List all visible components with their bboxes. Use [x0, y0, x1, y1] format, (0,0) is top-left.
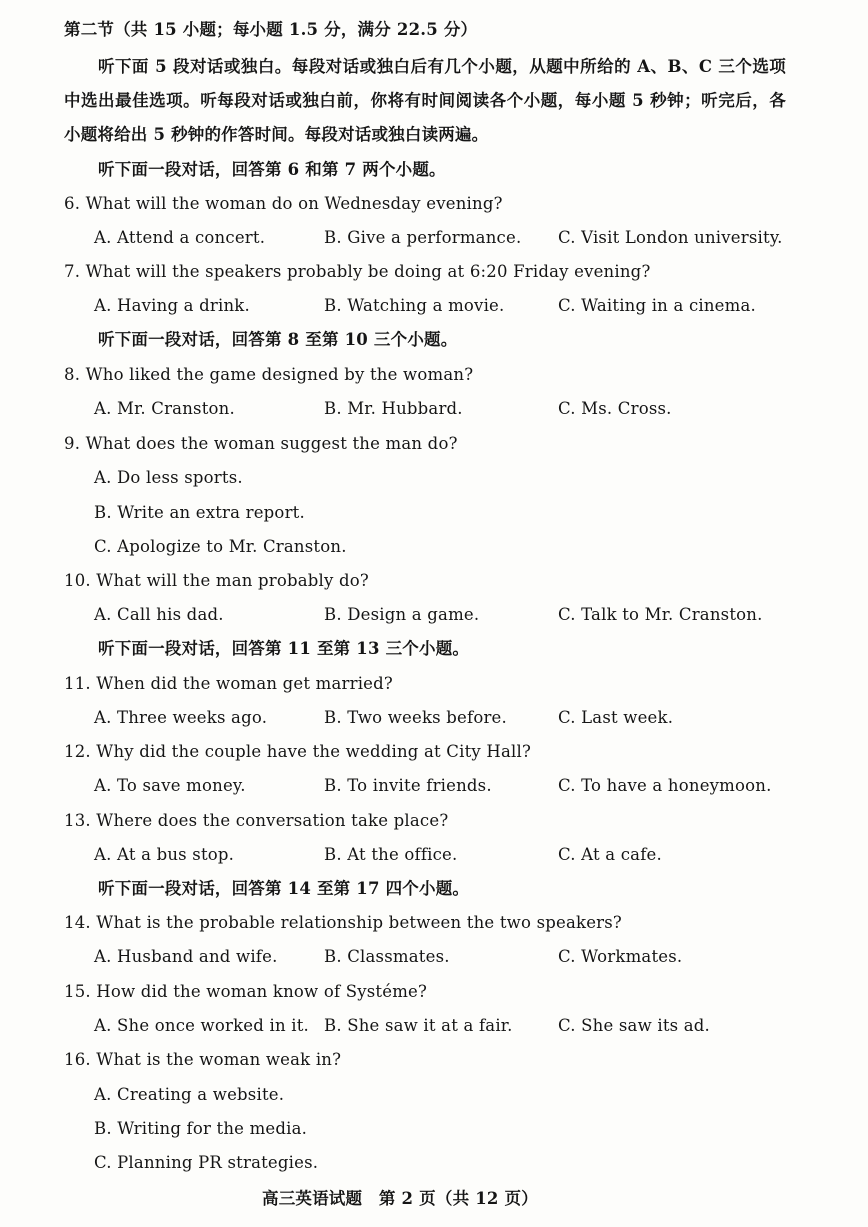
option-a: A. Attend a concert. — [94, 228, 266, 247]
option-c: C. Waiting in a cinema. — [558, 296, 756, 315]
option-a: A. She once worked in it. — [94, 1016, 309, 1035]
option-b: B. At the office. — [324, 845, 458, 864]
question-stem: 12. Why did the couple have the wedding at City Hall? — [64, 742, 532, 761]
question-stem: 15. How did the woman know of Systéme? — [64, 982, 428, 1001]
question-stem: 10. What will the man probably do? — [64, 571, 369, 590]
section-instructions: 听下面 5 段对话或独白。每段对话或独白后有几个小题，从题中所给的 A、B、C 三个选项中选出最佳选项。听每段对话或独白前，你将有时间阅读各个小题，每小题 5 秒钟；听完后，各小题将给出 5 秒钟的作答时间。每段对话或独白读两遍。 — [64, 57, 786, 144]
question-stem: 8. Who liked the game designed by the woman? — [64, 365, 474, 384]
question-stem: 16. What is the woman weak in? — [64, 1050, 342, 1069]
option-b: B. She saw it at a fair. — [324, 1016, 513, 1035]
question-stem: 13. Where does the conversation take place? — [64, 811, 449, 830]
option-c: C. At a cafe. — [558, 845, 662, 864]
option-c: C. Visit London university. — [558, 228, 783, 247]
option-c: C. Ms. Cross. — [558, 399, 672, 418]
option-c: C. Apologize to Mr. Cranston. — [94, 537, 347, 556]
option-c: C. Last week. — [558, 708, 674, 727]
option-a: A. Husband and wife. — [94, 947, 278, 966]
group-instruction: 听下面一段对话，回答第 11 至第 13 三个小题。 — [98, 639, 470, 658]
group-instruction: 听下面一段对话，回答第 6 和第 7 两个小题。 — [98, 160, 446, 179]
option-c: C. Talk to Mr. Cranston. — [558, 605, 763, 624]
option-b: B. Classmates. — [324, 947, 450, 966]
option-a: A. Do less sports. — [94, 468, 243, 487]
option-b: B. Give a performance. — [324, 228, 522, 247]
option-b: B. To invite friends. — [324, 776, 492, 795]
option-a: A. Having a drink. — [94, 296, 250, 315]
option-a: A. At a bus stop. — [94, 845, 235, 864]
option-b: B. Two weeks before. — [324, 708, 507, 727]
option-a: A. Mr. Cranston. — [94, 399, 235, 418]
option-c: C. To have a honeymoon. — [558, 776, 772, 795]
option-c: C. Workmates. — [558, 947, 683, 966]
option-b: B. Write an extra report. — [94, 503, 305, 522]
option-c: C. She saw its ad. — [558, 1016, 711, 1035]
group-instruction: 听下面一段对话，回答第 8 至第 10 三个小题。 — [98, 330, 458, 349]
question-stem: 9. What does the woman suggest the man do? — [64, 434, 458, 453]
option-a: A. Creating a website. — [94, 1085, 285, 1104]
group-instruction: 听下面一段对话，回答第 14 至第 17 四个小题。 — [98, 879, 470, 898]
option-b: B. Design a game. — [324, 605, 480, 624]
option-b: B. Watching a movie. — [324, 296, 505, 315]
question-stem: 11. When did the woman get married? — [64, 674, 393, 693]
question-stem: 6. What will the woman do on Wednesday evening? — [64, 194, 503, 213]
option-a: A. Three weeks ago. — [94, 708, 268, 727]
section-heading: 第二节（共 15 小题；每小题 1.5 分，满分 22.5 分） — [64, 20, 478, 39]
option-a: A. To save money. — [94, 776, 246, 795]
option-b: B. Writing for the media. — [94, 1119, 308, 1138]
option-a: A. Call his dad. — [94, 605, 224, 624]
option-b: B. Mr. Hubbard. — [324, 399, 463, 418]
question-stem: 14. What is the probable relationship between the two speakers? — [64, 913, 622, 932]
page-footer: 高三英语试题 第 2 页（共 12 页） — [262, 1189, 538, 1208]
option-c: C. Planning PR strategies. — [94, 1153, 319, 1172]
question-stem: 7. What will the speakers probably be doing at 6:20 Friday evening? — [64, 262, 651, 281]
